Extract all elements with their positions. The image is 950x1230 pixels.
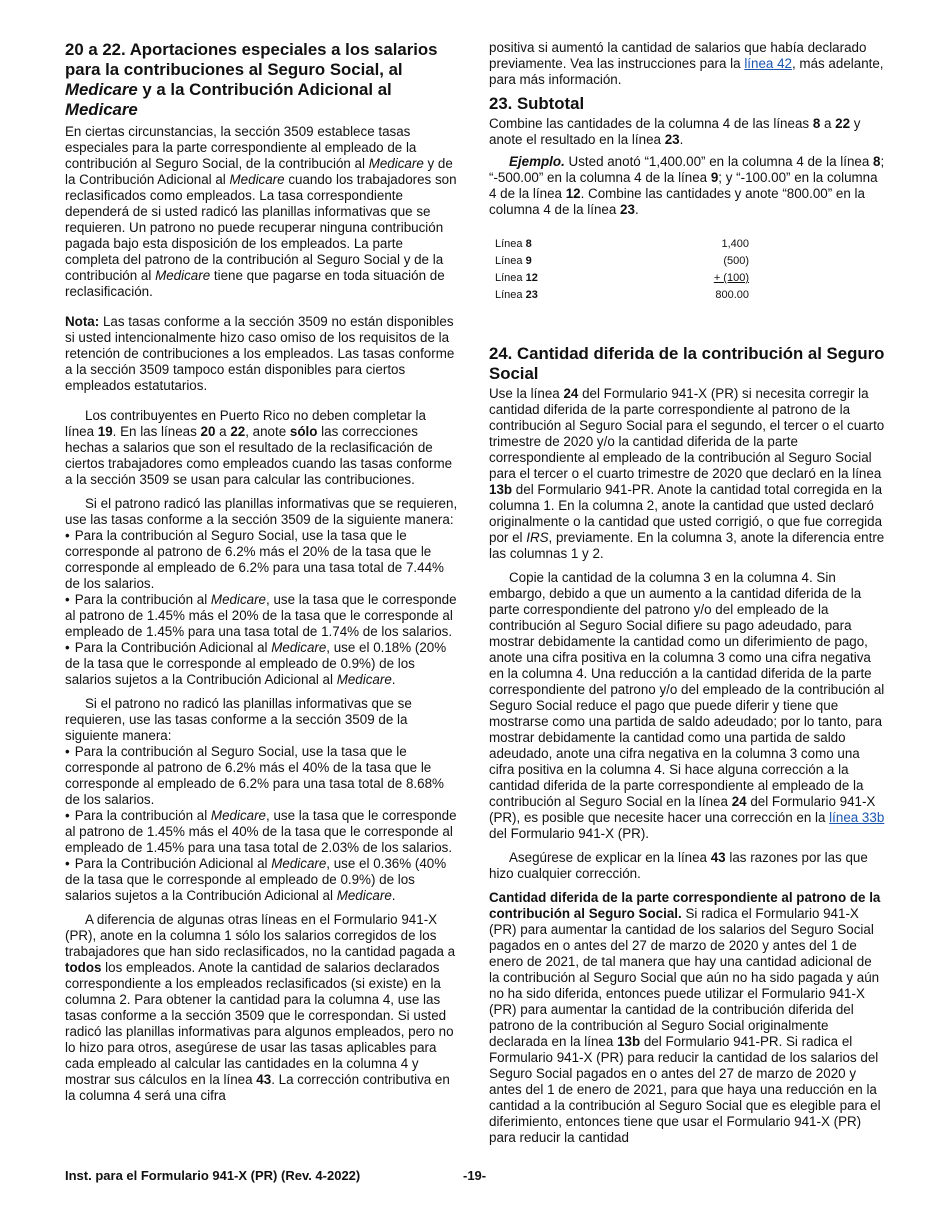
paragraph-asegurese: Asegúrese de explicar en la línea 43 las razones por las que hizo cualquier corrección. (489, 850, 868, 881)
page-footer (65, 1168, 885, 1184)
table-row: Línea 9 (500) (495, 255, 749, 267)
bullet-item: • Para la contribución al Medicare, use la tasa que le corresponde al patrono de 1.45% más el 40% de la tasa que le corresponde al empleado de 1.45% para una tasa total de 2.03% de los salarios. (65, 808, 458, 856)
paragraph-subtotal: Combine las cantidades de la columna 4 de las líneas 8 a 22 y anote el resultado en la línea 23. (489, 116, 861, 147)
bullet-item: • Para la Contribución Adicional al Medicare, use el 0.36% (40% de la tasa que le corresponde al empleado de 0.9%) de los salarios sujetos a la Contribución Adicional al Medicare. (65, 856, 458, 904)
bullet-item: • Para la contribución al Medicare, use la tasa que le corresponde al patrono de 1.45% más el 20% de la tasa que le corresponde al empleado de 1.45% para una tasa total de 1.74% de los salarios. (65, 592, 458, 640)
right-column (489, 40, 885, 1146)
paragraph-continued: positiva si aumentó la cantidad de salarios que había declarado previamente. Vea las instrucciones para la línea 42, más adelante, para más información. (489, 40, 884, 87)
paragraph-use-linea-24: Use la línea 24 del Formulario 941-X (PR) si necesita corregir la cantidad diferida de la parte correspondiente al patrono de la contribución al Seguro Social para el segundo, el tercer o el cuarto trimestre de 2020 y/o la cantidad diferida de la parte correspondiente al empleado de la contribución al Seguro Social para el tercer o el cuarto trimestre de 2020 que declaró en la línea 13b del Formulario 941-PR. Anote la cantidad total corregida en la columna 1. En la columna 2, anote la cantidad que usted declaró originalmente o la cantidad que usted corrigió, o que fue corregida por el IRS, previamente. En la columna 3, anote la diferencia entre las columnas 1 y 2. (489, 386, 885, 561)
section-heading-23: 23. Subtotal (489, 94, 585, 113)
bullet-item: • Para la contribución al Seguro Social, use la tasa que le corresponde al patrono de 6.2% más el 20% de la tasa que le corresponde al empleado de 6.2% para una tasa total de 7.44% de los salarios. (65, 528, 458, 592)
page-number: -19- (463, 1168, 487, 1183)
paragraph-nota: Nota: Las tasas conforme a la sección 3509 no están disponibles si usted intencionalmente hizo caso omiso de los requisitos de la retención de contribuciones a los empleados. Las tasas conforme a la sección 3509 tampoco están disponibles para ciertos empleados estatutarios. (65, 314, 455, 393)
paragraph-cantidad-diferida: Cantidad diferida de la parte correspondiente al patrono de la contribución al Seguro Social. Si radica el Formulario 941-X (PR) para aumentar la cantidad de los salarios del Seguro Social pagados en o antes del 27 de marzo de 2020 y antes del 1 de enero de 2021, de tal manera que hay una cantidad adicional de la contribución al Seguro Social que aún no ha sido pagada y aún no ha sido diferida, entonces puede utilizar el Formulario 941-X (PR) para aumentar la cantidad de la contribución diferida del patrono de la contribución al Seguro Social originalmente declarada en la línea 13b del Formulario 941-PR. Si radica el Formulario 941-X (PR) para reducir la cantidad de los salarios del Seguro Social pagados en o antes del 27 de marzo de 2020 y antes del 1 de enero de 2021, para que haya una reducción en la cantidad a la contribución al Seguro Social que es elegible para el diferimiento, entonces tiene que usar el Formulario 941-X (PR) para reducir la cantidad (489, 890, 881, 1145)
paragraph-radico: Si el patrono radicó las planillas informativas que se requieren, use las tasas conforme a la sección 3509 de la siguiente manera: (65, 496, 458, 527)
link-linea-33b[interactable]: línea 33b (829, 810, 885, 825)
footer-title: Inst. para el Formulario 941-X (PR) (Rev. 4-2022) (65, 1168, 361, 1183)
paragraph-no-radico: Si el patrono no radicó las planillas informativas que se requieren, use las tasas conforme a la sección 3509 de la siguiente manera: (65, 696, 412, 743)
table-row: Línea 12 + (100) (495, 272, 749, 284)
paragraph-ejemplo: Ejemplo. Usted anotó “1,400.00” en la columna 4 de la línea 8; “-500.00” en la columna 4 de la línea 9; y “-100.00” en la columna 4 de la línea 12. Combine las cantidades y anote “800.00” en la columna 4 de la línea 23. (489, 154, 885, 217)
table-row: Línea 8 1,400 (495, 238, 749, 250)
bullet-item: • Para la contribución al Seguro Social, use la tasa que le corresponde al patrono de 6.2% más el 40% de la tasa que le corresponde al empleado de 6.2% para una tasa total de 8.68% de los salarios. (65, 744, 458, 808)
link-linea-42[interactable]: línea 42 (744, 56, 792, 71)
paragraph-puerto-rico: Los contribuyentes en Puerto Rico no deben completar la línea 19. En las líneas 20 a 22, anote sólo las correcciones hechas a salarios que son el resultado de la reclasificación de ciertos trabajadores como empleados cuando las tasas conforme a la sección 3509 se usan para calcular las contribuciones. (65, 408, 453, 487)
paragraph-copie: Copie la cantidad de la columna 3 en la columna 4. Sin embargo, debido a que un aumento a la cantidad diferida de la parte correspondiente del patrono y/o del empleado de la contribución al Seguro Social difiere su pago adeudado, para mostrar debidamente la cantidad como un diferimiento de pago, anote una cifra positiva en la columna 3 como una cifra negativa en la columna 4. Una reducción a la cantidad diferida de la parte correspondiente del patrono y/o del empleado de la contribución al Seguro Social reduce el pago que puede diferir y tiene que mostrarse como una partida de saldo adeudado; por lo tanto, para mostrar debidamente la cantidad como una partida de saldo adeudado, anote una cifra negativa en la columna 3 como una cifra positiva en la columna 4. Si hace alguna corrección a la cantidad diferida de la parte correspondiente al empleado de la contribución al Seguro Social en la línea 24 del Formulario 941-X (PR), es posible que necesite hacer una corrección en la línea 33b del Formulario 941-X (PR). (489, 570, 885, 841)
section-heading-24: 24. Cantidad diferida de la contribución al Seguro Social (489, 344, 885, 383)
subtotal-example-table (495, 236, 749, 304)
table-row: Línea 23 800.00 (495, 289, 749, 301)
paragraph-columna: A diferencia de algunas otras líneas en el Formulario 941-X (PR), anote en la columna 1 sólo los salarios corregidos de los trabajadores que han sido reclasificados, no la cantidad pagada a todos los empleados. Anote la cantidad de salarios declarados correspondiente a los empleados reclasificados (si existe) en la columna 2. Para obtener la cantidad para la columna 4, use las tasas conforme a la sección 3509 que le correspondan. Si usted radicó las planillas informativas para algunos empleados, pero no lo hizo para otros, asegúrese de usar las tasas aplicables para cada empleado al calcular las cantidades en la columna 4 y mostrar sus cálculos en la línea 43. La corrección contributiva en la columna 4 será una cifra (65, 912, 456, 1103)
paragraph-intro: En ciertas circunstancias, la sección 3509 establece tasas especiales para la parte correspondiente al empleado de la contribución al Seguro Social, de la contribución al Medicare y de la Contribución Adicional al Medicare cuando los trabajadores son reclasificados como empleados. La tasa correspondiente dependerá de si usted radicó las planillas informativas que se requieren. Un patrono no puede recuperar ninguna contribución pagada bajo esta disposición de los empleados. La parte completa del patrono de la contribución al Seguro Social y de la contribución al Medicare tiene que pagarse en toda situación de reclasificación. (65, 124, 457, 299)
section-heading-20-22: 20 a 22. Aportaciones especiales a los salarios para la contribuciones al Seguro Social, al Medicare y a la Contribución Adicional al Medicare (65, 40, 438, 119)
bullet-item: • Para la Contribución Adicional al Medicare, use el 0.18% (20% de la tasa que le corresponde al empleado de 0.9%) de los salarios sujetos a la Contribución Adicional al Medicare. (65, 640, 458, 688)
left-column (65, 40, 458, 1104)
